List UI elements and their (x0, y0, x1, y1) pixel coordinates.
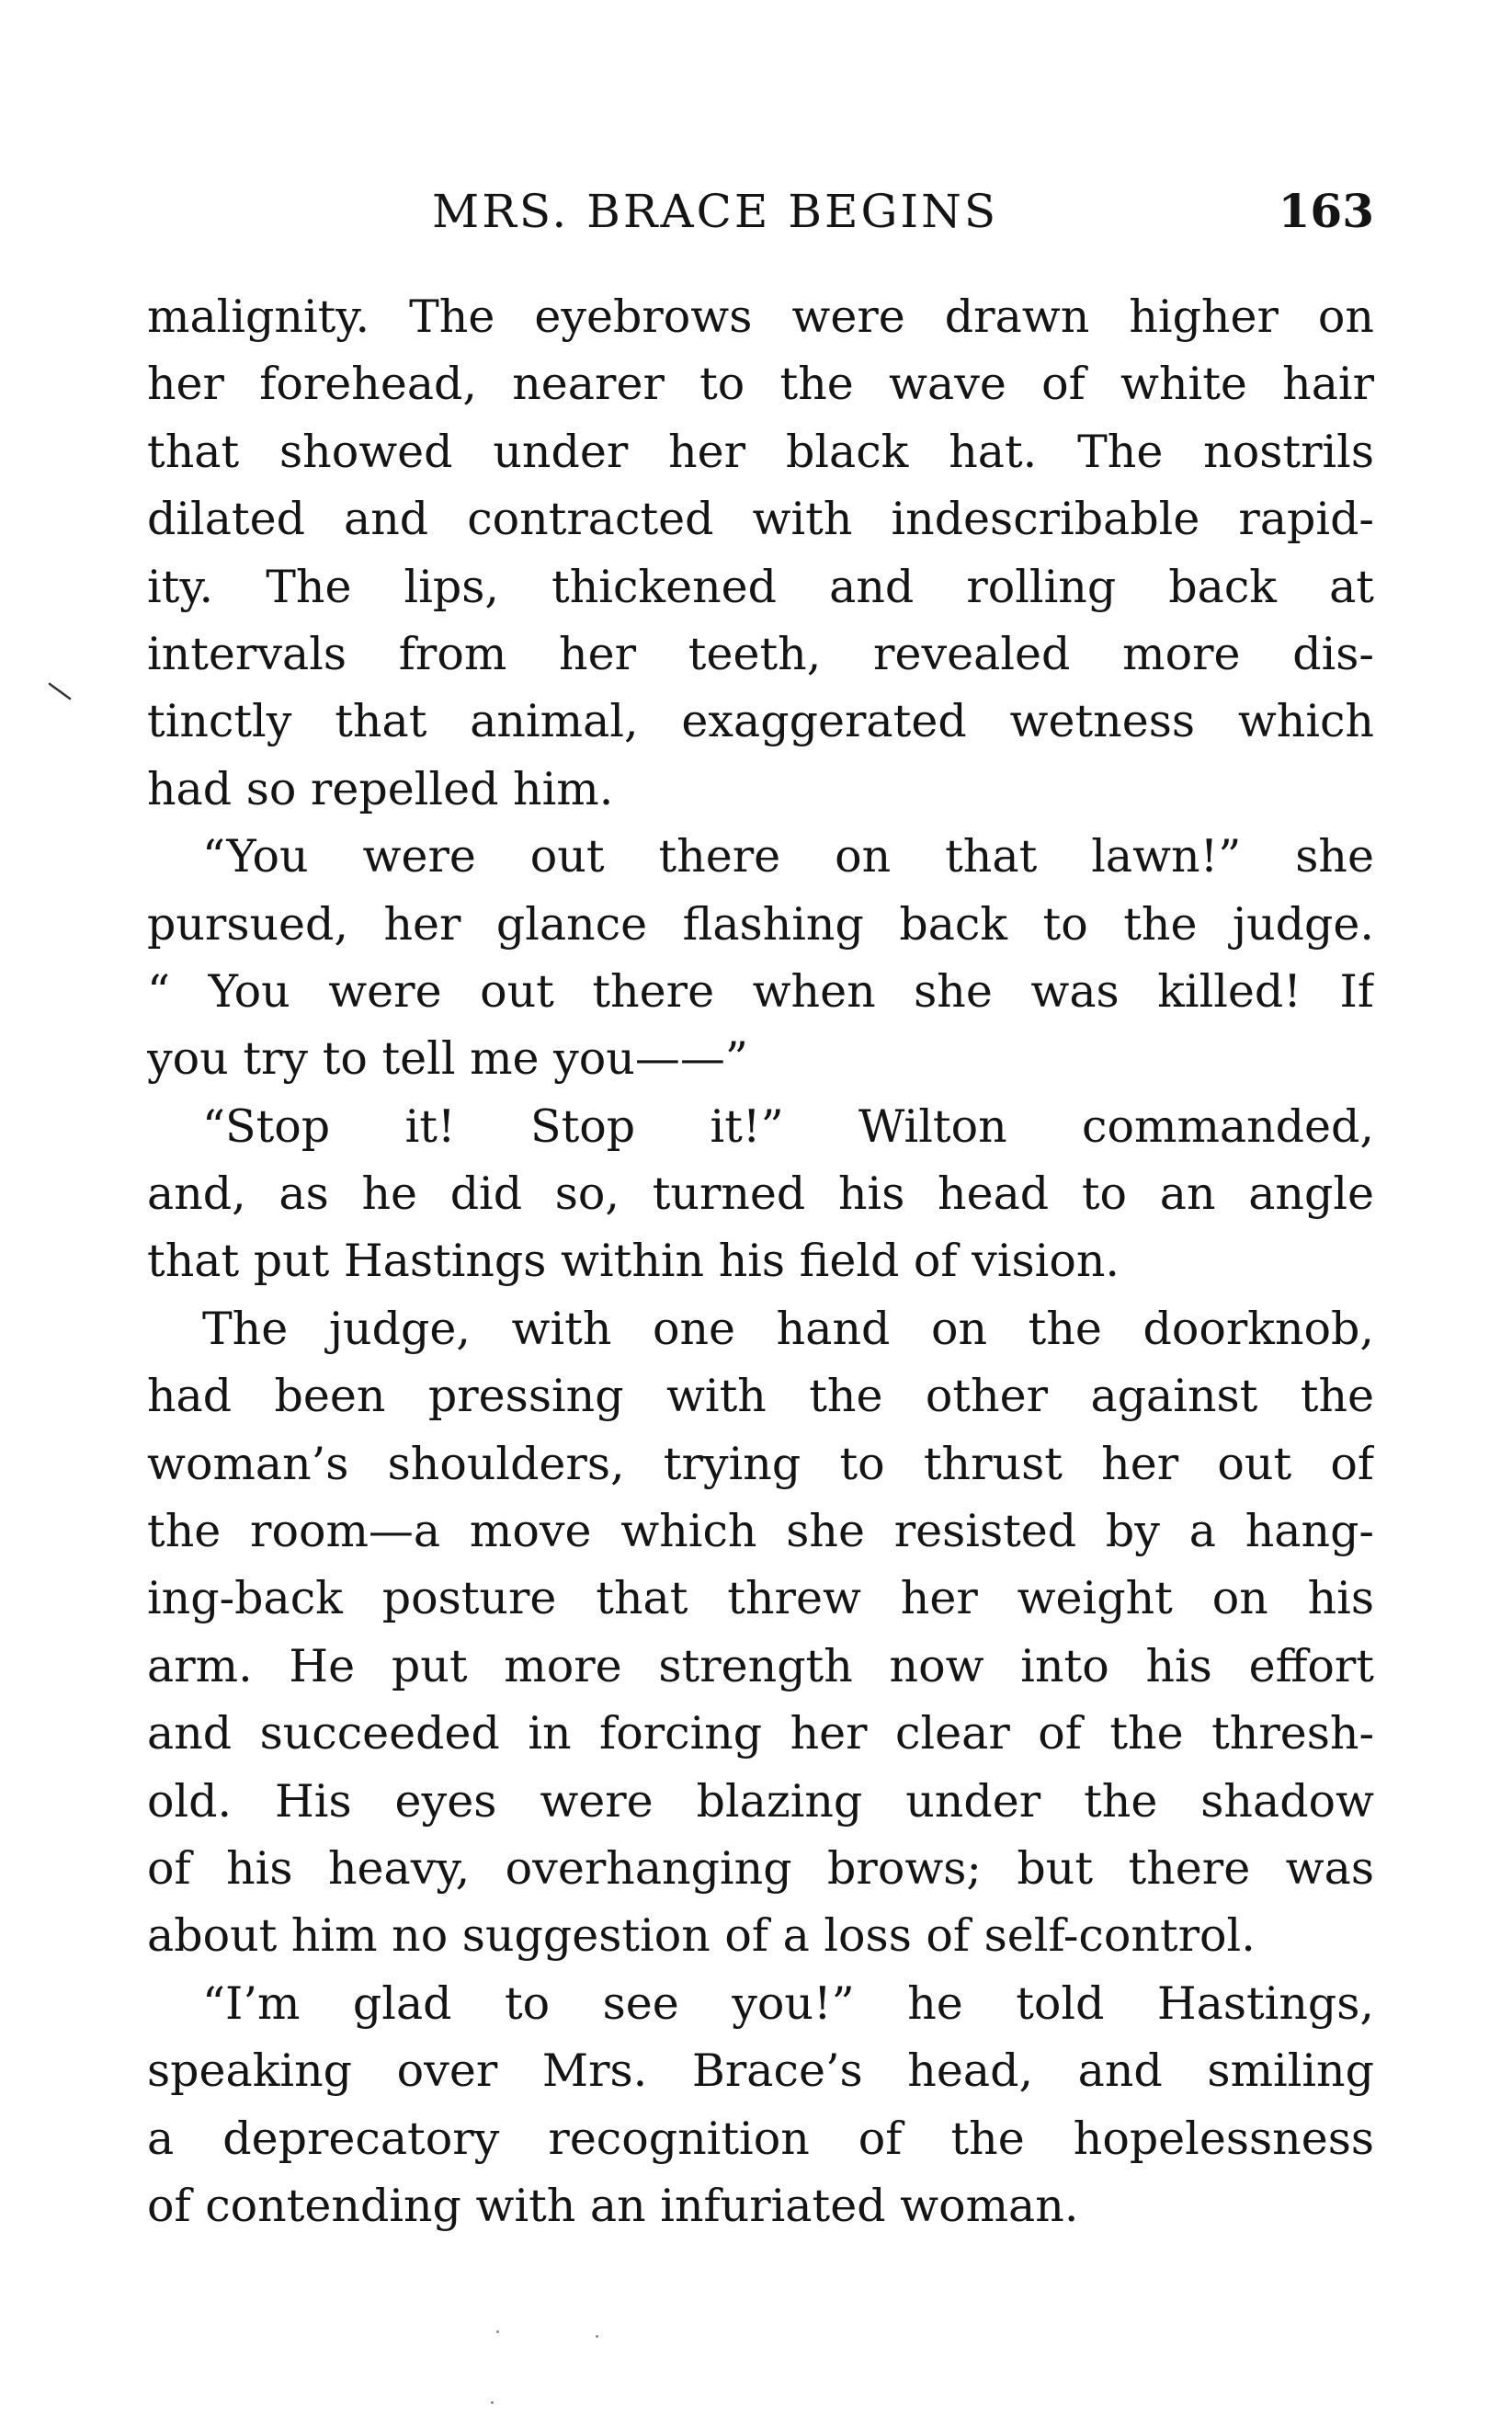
text-line: and, as he did so, turned his head to an angle (147, 1167, 1374, 1221)
text-line: and succeeded in forcing her clear of the thresh- (147, 1707, 1374, 1760)
text-line: speaking over Mrs. Brace’s head, and smiling (147, 2044, 1374, 2098)
text-line: intervals from her teeth, revealed more dis- (147, 627, 1374, 680)
text-line: “Stop it! Stop it!” Wilton commanded, (202, 1099, 1374, 1153)
paper-speck (496, 2330, 499, 2333)
running-head (147, 179, 1374, 244)
text-line: arm. He put more strength now into his effort (147, 1639, 1374, 1692)
text-line: “ You were out there when she was killed! If (147, 964, 1374, 1018)
paper-speck (596, 2335, 598, 2338)
text-line: pursued, her glance flashing back to the judge. (147, 897, 1374, 951)
text-line: a deprecatory recognition of the hopelessness (147, 2112, 1374, 2165)
paragraph (147, 1093, 1374, 1295)
text-line: “I’m glad to see you!” he told Hastings, (202, 1976, 1374, 2030)
text-line: tinctly that animal, exaggerated wetness which (147, 695, 1374, 748)
text-line: ing-back posture that threw her weight on his (147, 1572, 1374, 1625)
text-line: “You were out there on that lawn!” she (202, 830, 1374, 883)
paper-speck (491, 2401, 494, 2404)
text-line: the room—a move which she resisted by a hang- (147, 1505, 1374, 1558)
margin-mark (48, 682, 74, 702)
text-line: woman’s shoulders, trying to thrust her out of (147, 1437, 1374, 1490)
text-line: her forehead, nearer to the wave of white hair (147, 358, 1374, 411)
paragraph (147, 283, 1374, 823)
running-title: MRS. BRACE BEGINS (432, 185, 999, 238)
body-text (147, 283, 1374, 2239)
paragraph (147, 1970, 1374, 2240)
text-line: you try to tell me you——” (147, 1032, 748, 1086)
text-line: had been pressing with the other against the (147, 1370, 1374, 1423)
text-line: of contending with an infuriated woman. (147, 2179, 1079, 2232)
text-line: of his heavy, overhanging brows; but there was (147, 1841, 1374, 1895)
text-line: about him no suggestion of a loss of self-control. (147, 1909, 1256, 1963)
page-number: 163 (1278, 184, 1374, 238)
text-line: had so repelled him. (147, 762, 614, 815)
text-line: The judge, with one hand on the doorknob, (202, 1302, 1374, 1355)
paragraph (147, 1295, 1374, 1970)
paragraph (147, 823, 1374, 1093)
text-line: that put Hastings within his field of vision. (147, 1235, 1120, 1288)
text-line: that showed under her black hat. The nostrils (147, 425, 1374, 478)
text-line: malignity. The eyebrows were drawn higher on (147, 290, 1374, 343)
text-line: ity. The lips, thickened and rolling back at (147, 560, 1374, 613)
text-line: dilated and contracted with indescribable rapid- (147, 493, 1374, 546)
text-line: old. His eyes were blazing under the shadow (147, 1774, 1374, 1828)
